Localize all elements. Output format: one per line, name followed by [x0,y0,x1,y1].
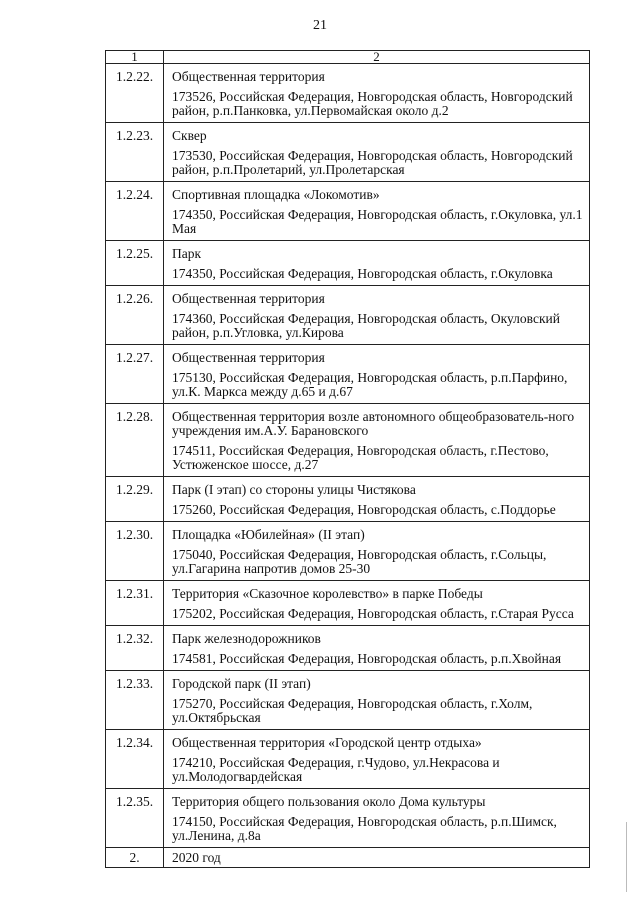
table-row [106,64,590,123]
territory-address: 174150, Российская Федерация, Новгородская область, р.п.Шимск, ул.Ленина, д.8а [172,814,557,843]
territory-title: Территория общего пользования около Дома культуры [172,794,486,809]
territory-title: Парк [172,246,202,261]
territory-title: Общественная территория [172,291,325,306]
row-number: 1.2.35. [106,789,164,848]
table-row-section [106,848,590,868]
header-col-1: 1 [106,51,164,64]
scan-edge-mark [626,822,627,892]
territory-address: 175202, Российская Федерация, Новгородская область, г.Старая Русса [172,606,574,621]
territory-address: 174360, Российская Федерация, Новгородская область, Окуловский район, р.п.Угловка, ул.Кирова [172,311,560,340]
table-row [106,404,590,477]
row-content [164,522,590,581]
table-row [106,286,590,345]
table-row [106,730,590,789]
row-number: 1.2.29. [106,477,164,522]
territory-address: 175260, Российская Федерация, Новгородская область, с.Поддорье [172,502,556,517]
row-content [164,626,590,671]
table-header-row [106,51,590,64]
territory-address: 174210, Российская Федерация, г.Чудово, ул.Некрасова и ул.Молодогвардейская [172,755,500,784]
row-content [164,64,590,123]
row-content [164,404,590,477]
territory-address: 175270, Российская Федерация, Новгородская область, г.Холм, ул.Октябрьская [172,696,533,725]
row-content [164,671,590,730]
territory-title: Общественная территория возле автономного общеобразователь-ного учреждения им.А.У. Барановского [172,409,575,438]
table-row [106,789,590,848]
territory-address: 174350, Российская Федерация, Новгородская область, г.Окуловка [172,266,553,281]
territory-title: Парк (I этап) со стороны улицы Чистякова [172,482,416,497]
row-content [164,123,590,182]
row-number: 2. [106,848,164,868]
row-content [164,345,590,404]
territory-title: Сквер [172,128,207,143]
territory-title: Городской парк (II этап) [172,676,311,691]
territory-address: 174350, Российская Федерация, Новгородская область, г.Окуловка, ул.1 Мая [172,207,583,236]
territory-title: Общественная территория [172,69,325,84]
row-number: 1.2.25. [106,241,164,286]
row-content [164,581,590,626]
table-row [106,581,590,626]
territory-address: 174511, Российская Федерация, Новгородская область, г.Пестово, Устюженское шоссе, д.27 [172,443,549,472]
table-row [106,671,590,730]
header-col-2: 2 [164,51,590,64]
territory-title: Площадка «Юбилейная» (II этап) [172,527,365,542]
row-content [164,789,590,848]
row-number: 1.2.22. [106,64,164,123]
page-number: 21 [313,18,327,33]
table-row [106,182,590,241]
row-number: 1.2.32. [106,626,164,671]
row-number: 1.2.33. [106,671,164,730]
table-row [106,345,590,404]
territory-address: 174581, Российская Федерация, Новгородская область, р.п.Хвойная [172,651,562,666]
table-row [106,477,590,522]
section-title: 2020 год [164,848,590,868]
row-content [164,286,590,345]
row-number: 1.2.24. [106,182,164,241]
row-number: 1.2.30. [106,522,164,581]
row-content [164,182,590,241]
territory-address: 175040, Российская Федерация, Новгородская область, г.Сольцы, ул.Гагарина напротив домов 25-30 [172,547,547,576]
territory-title: Спортивная площадка «Локомотив» [172,187,380,202]
table-row [106,522,590,581]
territory-title: Общественная территория [172,350,325,365]
row-content [164,730,590,789]
row-content [164,477,590,522]
row-number: 1.2.31. [106,581,164,626]
territory-title: Общественная территория «Городской центр отдыха» [172,735,482,750]
table-row [106,626,590,671]
territory-title: Территория «Сказочное королевство» в парке Победы [172,586,483,601]
territory-title: Парк железнодорожников [172,631,321,646]
row-content [164,241,590,286]
row-number: 1.2.26. [106,286,164,345]
territories-table [105,50,590,868]
territory-address: 175130, Российская Федерация, Новгородская область, р.п.Парфино, ул.К. Маркса между д.65 и д.67 [172,370,568,399]
row-number: 1.2.34. [106,730,164,789]
row-number: 1.2.28. [106,404,164,477]
territory-address: 173530, Российская Федерация, Новгородская область, Новгородский район, р.п.Пролетарий, ул.Пролетарская [172,148,573,177]
row-number: 1.2.23. [106,123,164,182]
table-row [106,123,590,182]
row-number: 1.2.27. [106,345,164,404]
table-row [106,241,590,286]
territory-address: 173526, Российская Федерация, Новгородская область, Новгородский район, р.п.Панковка, ул.Первомайская около д.2 [172,89,573,118]
